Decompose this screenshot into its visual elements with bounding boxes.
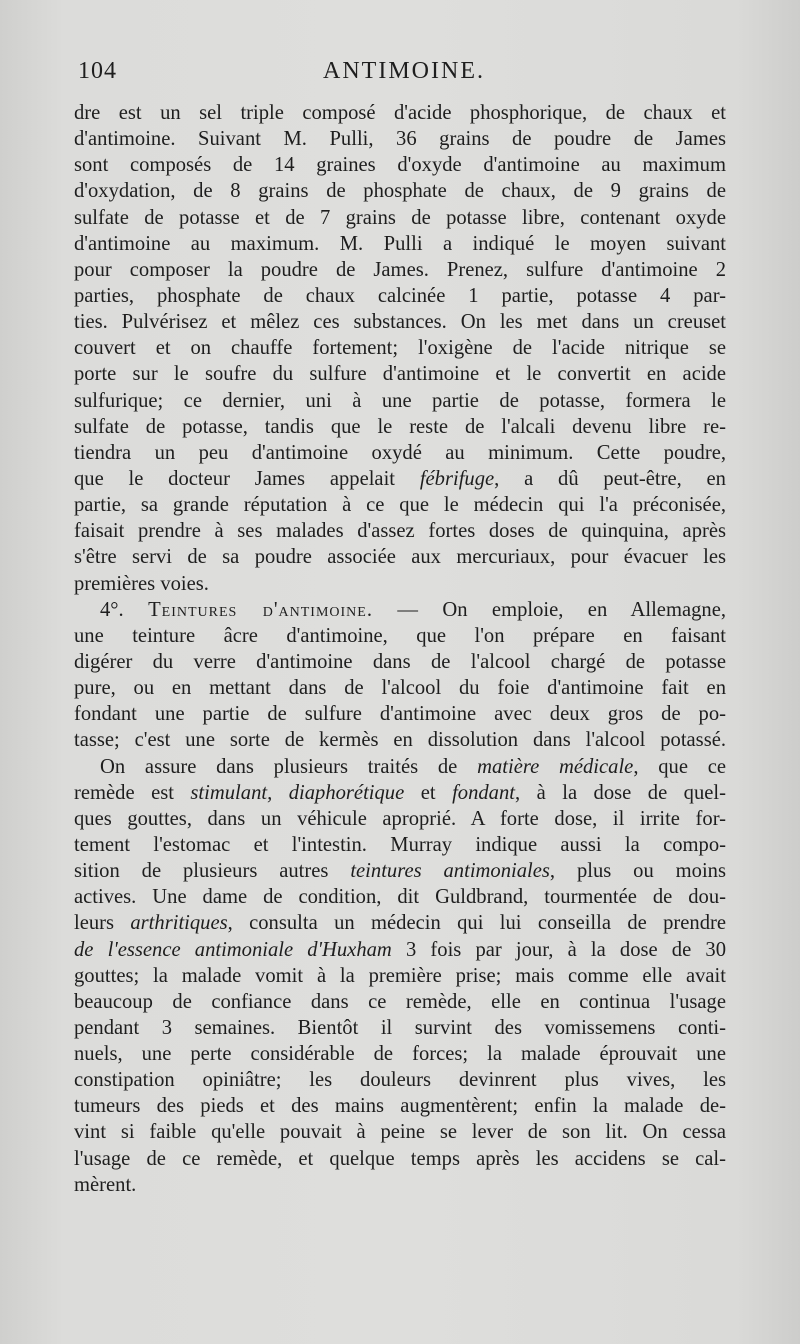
- text-run: , plus ou moins: [549, 860, 726, 883]
- italic-term: de l'essence antimoniale d'Huxham: [74, 938, 392, 961]
- italic-term: arthritiques: [130, 912, 228, 935]
- text-run: , à la dose de quel-: [515, 781, 726, 804]
- italic-term: matière médicale: [477, 755, 634, 778]
- text-run: 3 fois par jour, à la dose de 30: [391, 938, 726, 961]
- section-heading-line: [74, 597, 726, 623]
- text-line: nuels, une perte considérable de forces; la malade éprouvait une: [74, 1043, 726, 1066]
- text-line: fondant une partie de sulfure d'antimoine avec deux gros de po-: [74, 703, 726, 726]
- text-line: une teinture âcre d'antimoine, que l'on prépare en faisant: [74, 624, 726, 647]
- text-run: On assure dans plusieurs traités de: [100, 755, 478, 778]
- text-line: faisait prendre à ses malades d'assez fortes doses de quinquina, après: [74, 520, 726, 543]
- text-run: , a dû peut-être, en: [494, 467, 726, 490]
- text-line: porte sur le soufre du sulfure d'antimoine et le convertit en acide: [74, 363, 726, 386]
- text-line: beaucoup de confiance dans ce remède, elle en continua l'usage: [74, 990, 726, 1013]
- text-line: vint si faible qu'elle pouvait à peine se lever de son lit. On cessa: [74, 1121, 726, 1144]
- text-line: s'être servi de sa poudre associée aux mercuriaux, pour évacuer les: [74, 546, 726, 569]
- text-line: d'oxydation, de 8 grains de phosphate de chaux, de 9 grains de: [74, 180, 726, 203]
- text-line: sulfate de potasse, tandis que le reste de l'alcali devenu libre re-: [74, 415, 726, 438]
- text-run: remède est: [74, 781, 191, 804]
- text-line: pour composer la poudre de James. Prenez, sulfure d'antimoine 2: [74, 258, 726, 281]
- text-line: [74, 910, 726, 936]
- page-number: 104: [78, 58, 117, 84]
- text-line: [74, 937, 726, 963]
- italic-term: fébrifuge: [419, 467, 495, 490]
- text-line: dre est un sel triple composé d'acide phosphorique, de chaux et: [74, 102, 726, 124]
- text-line: ties. Pulvérisez et mêlez ces substances. On les met dans un creuset: [74, 311, 726, 334]
- text-run: , que ce: [633, 755, 726, 778]
- text-line: tiendra un peu d'antimoine oxydé au minimum. Cette poudre,: [74, 441, 726, 464]
- text-line: mèrent.: [74, 1173, 137, 1196]
- running-head: ANTIMOINE.: [323, 58, 485, 84]
- text-line: d'antimoine au maximum. M. Pulli a indiqué le moyen suivant: [74, 232, 726, 255]
- page-header: [78, 58, 730, 92]
- text-line: digérer du verre d'antimoine dans de l'alcool chargé de potasse: [74, 650, 726, 673]
- text-line: pendant 3 semaines. Bientôt il survint des vomissemens conti-: [74, 1016, 726, 1039]
- text-line: [74, 858, 726, 884]
- text-line: d'antimoine. Suivant M. Pulli, 36 grains de poudre de James: [74, 128, 726, 151]
- text-line: sulfate de potasse et de 7 grains de potasse libre, contenant oxyde: [74, 206, 726, 229]
- text-line: partie, sa grande réputation à ce que le médecin qui l'a préconisée,: [74, 494, 726, 517]
- text-line: sulfurique; ce dernier, uni à une partie de potasse, formera le: [74, 389, 726, 412]
- text-line: ques gouttes, dans un véhicule aproprié. A forte dose, il irrite for-: [74, 807, 726, 830]
- text-run: leurs: [74, 912, 131, 935]
- body-text: [74, 100, 726, 1198]
- section-number: 4°.: [100, 598, 124, 621]
- text-line: tasse; c'est une sorte de kermès en dissolution dans l'alcool potassé.: [74, 729, 726, 752]
- text-line: pure, ou en mettant dans de l'alcool du foie d'antimoine fait en: [74, 677, 726, 700]
- text-run: et: [404, 781, 453, 804]
- text-line: parties, phosphate de chaux calcinée 1 partie, potasse 4 par-: [74, 284, 726, 307]
- text-line: constipation opiniâtre; les douleurs devinrent plus vives, les: [74, 1069, 726, 1092]
- text-run: sition de plusieurs autres: [74, 860, 351, 883]
- italic-term: teintures antimoniales: [350, 860, 550, 883]
- section-title: Teintures d'antimoine.: [148, 598, 373, 621]
- text-run: — On emploie, en Allemagne,: [397, 598, 726, 621]
- text-run: , consulta un médecin qui lui conseilla de prendre: [227, 912, 726, 935]
- text-line: actives. Une dame de condition, dit Guldbrand, tourmentée de dou-: [74, 886, 726, 909]
- italic-term: fondant: [452, 781, 515, 804]
- text-line: [74, 780, 726, 806]
- text-line: tumeurs des pieds et des mains augmentèrent; enfin la malade de-: [74, 1095, 726, 1118]
- text-line: [74, 754, 726, 780]
- text-line: sont composés de 14 graines d'oxyde d'antimoine au maximum: [74, 154, 726, 177]
- text-run: que le docteur James appelait: [74, 467, 420, 490]
- text-line: gouttes; la malade vomit à la première prise; mais comme elle avait: [74, 964, 726, 987]
- text-line: tement l'estomac et l'intestin. Murray indique aussi la compo-: [74, 833, 726, 856]
- text-line: premières voies.: [74, 572, 209, 595]
- text-line: [74, 466, 726, 492]
- italic-term: stimulant, diaphorétique: [190, 781, 405, 804]
- text-line: couvert et on chauffe fortement; l'oxigène de l'acide nitrique se: [74, 337, 726, 360]
- text-line: l'usage de ce remède, et quelque temps après les accidens se cal-: [74, 1147, 726, 1170]
